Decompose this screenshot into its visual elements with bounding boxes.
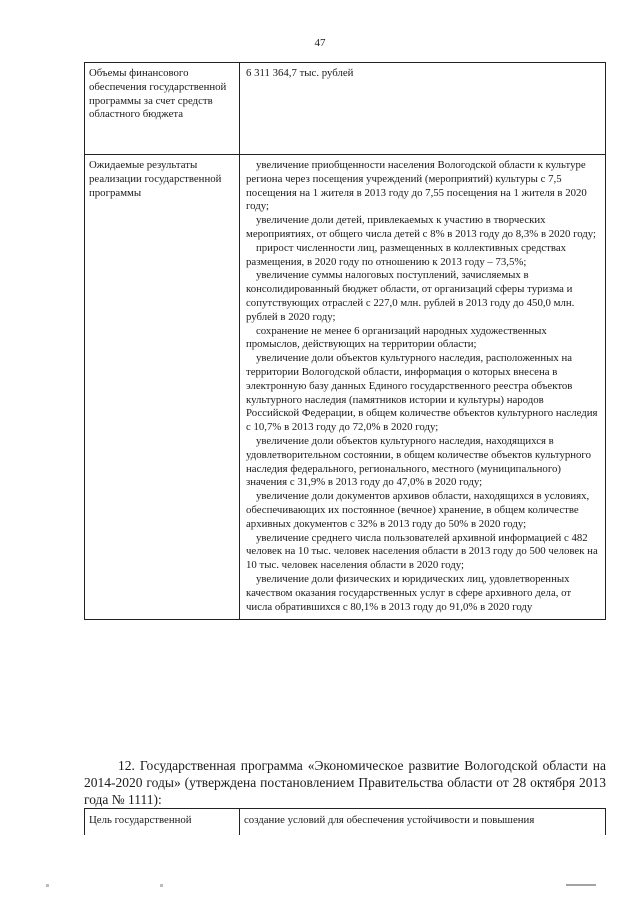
passport-table-next <box>84 808 606 835</box>
scan-dot <box>46 884 49 887</box>
page-number: 47 <box>314 37 326 49</box>
result-item: увеличение доли объектов культурного наследия, расположенных на территории Вологодской области, информация о которых внесена в электронную базу данных Единого государственного реестра объектов культурного наследия (памятников истории и культуры) народов Российской Федерации, в общем количестве объектов культурного наследия с 10,7% в 2013 году до 72,0% в 2020 году; <box>246 352 598 434</box>
result-item: увеличение доли детей, привлекаемых к участию в творческих мероприятиях, от общего числа детей с 8% в 2013 году до 8,3% в 2020 году; <box>246 214 597 240</box>
result-item: увеличение приобщенности населения Вологодской области к культуре региона через посещения учреждений (мероприятий) культуры с 7,5 посещения на 1 жителя в 2013 году до 7,55 посещения на 1 жителя в 2020 году; <box>246 159 587 213</box>
table-row <box>85 809 606 836</box>
goal-label: Цель государственной <box>85 809 240 836</box>
scan-mark <box>566 884 596 886</box>
result-item: увеличение доли объектов культурного наследия, находящихся в удовлетворительном состоянии, в общем количестве объектов культурного наследия федерального, регионального, местного (муниципального) значения с 31,9% в 2013 году до 47,0% в 2020 году; <box>246 434 591 489</box>
expected-results-list <box>240 155 606 620</box>
result-item: увеличение суммы налоговых поступлений, зачисляемых в консолидированный бюджет области, от организаций сферы туризма и сопутствующих отраслей с 227,0 млн. рублей в 2013 году до 450,0 млн. рублей в 2020 году; <box>246 269 575 323</box>
result-item: увеличение среднего числа пользователей архивной информацией с 482 человек на 10 тыс. человек населения области в 2013 году до 500 человек на 10 тыс. человек населения области в 2020 году; <box>246 531 598 572</box>
goal-value: создание условий для обеспечения устойчивости и повышения <box>240 809 606 836</box>
expected-results-label: Ожидаемые результаты реализации государственной программы <box>85 155 240 620</box>
financing-label: Объемы финансового обеспечения государственной программы за счет средств областного бюджета <box>85 63 240 155</box>
table-row <box>85 155 606 620</box>
result-item: увеличение доли документов архивов области, находящихся в условиях, обеспечивающих их постоянное (вечное) хранение, в общем количестве архивных документов с 32% в 2013 году до 50% в 2020 году; <box>246 490 590 530</box>
financing-value: 6 311 364,7 тыс. рублей <box>240 63 606 155</box>
result-item: увеличение доли физических и юридических лиц, удовлетворенных качеством оказания государственных услуг в сфере архивного дела, от числа обратившихся с 80,1% в 2013 году до 91,0% в 2020 году <box>246 572 572 613</box>
table-row <box>85 63 606 155</box>
scan-dot <box>160 884 163 887</box>
result-item: прирост численности лиц, размещенных в коллективных средствах размещения, в 2020 году по отношению к 2013 году – 73,5%; <box>246 241 567 268</box>
passport-table <box>84 62 606 620</box>
section-heading: 12. Государственная программа «Экономическое развитие Вологодской области на 2014-2020 годы» (утверждена постановлением Правительства области от 28 октября 2013 года № 1111): <box>84 758 606 807</box>
result-item: сохранение не менее 6 организаций народных художественных промыслов, действующих на территории области; <box>246 324 547 351</box>
